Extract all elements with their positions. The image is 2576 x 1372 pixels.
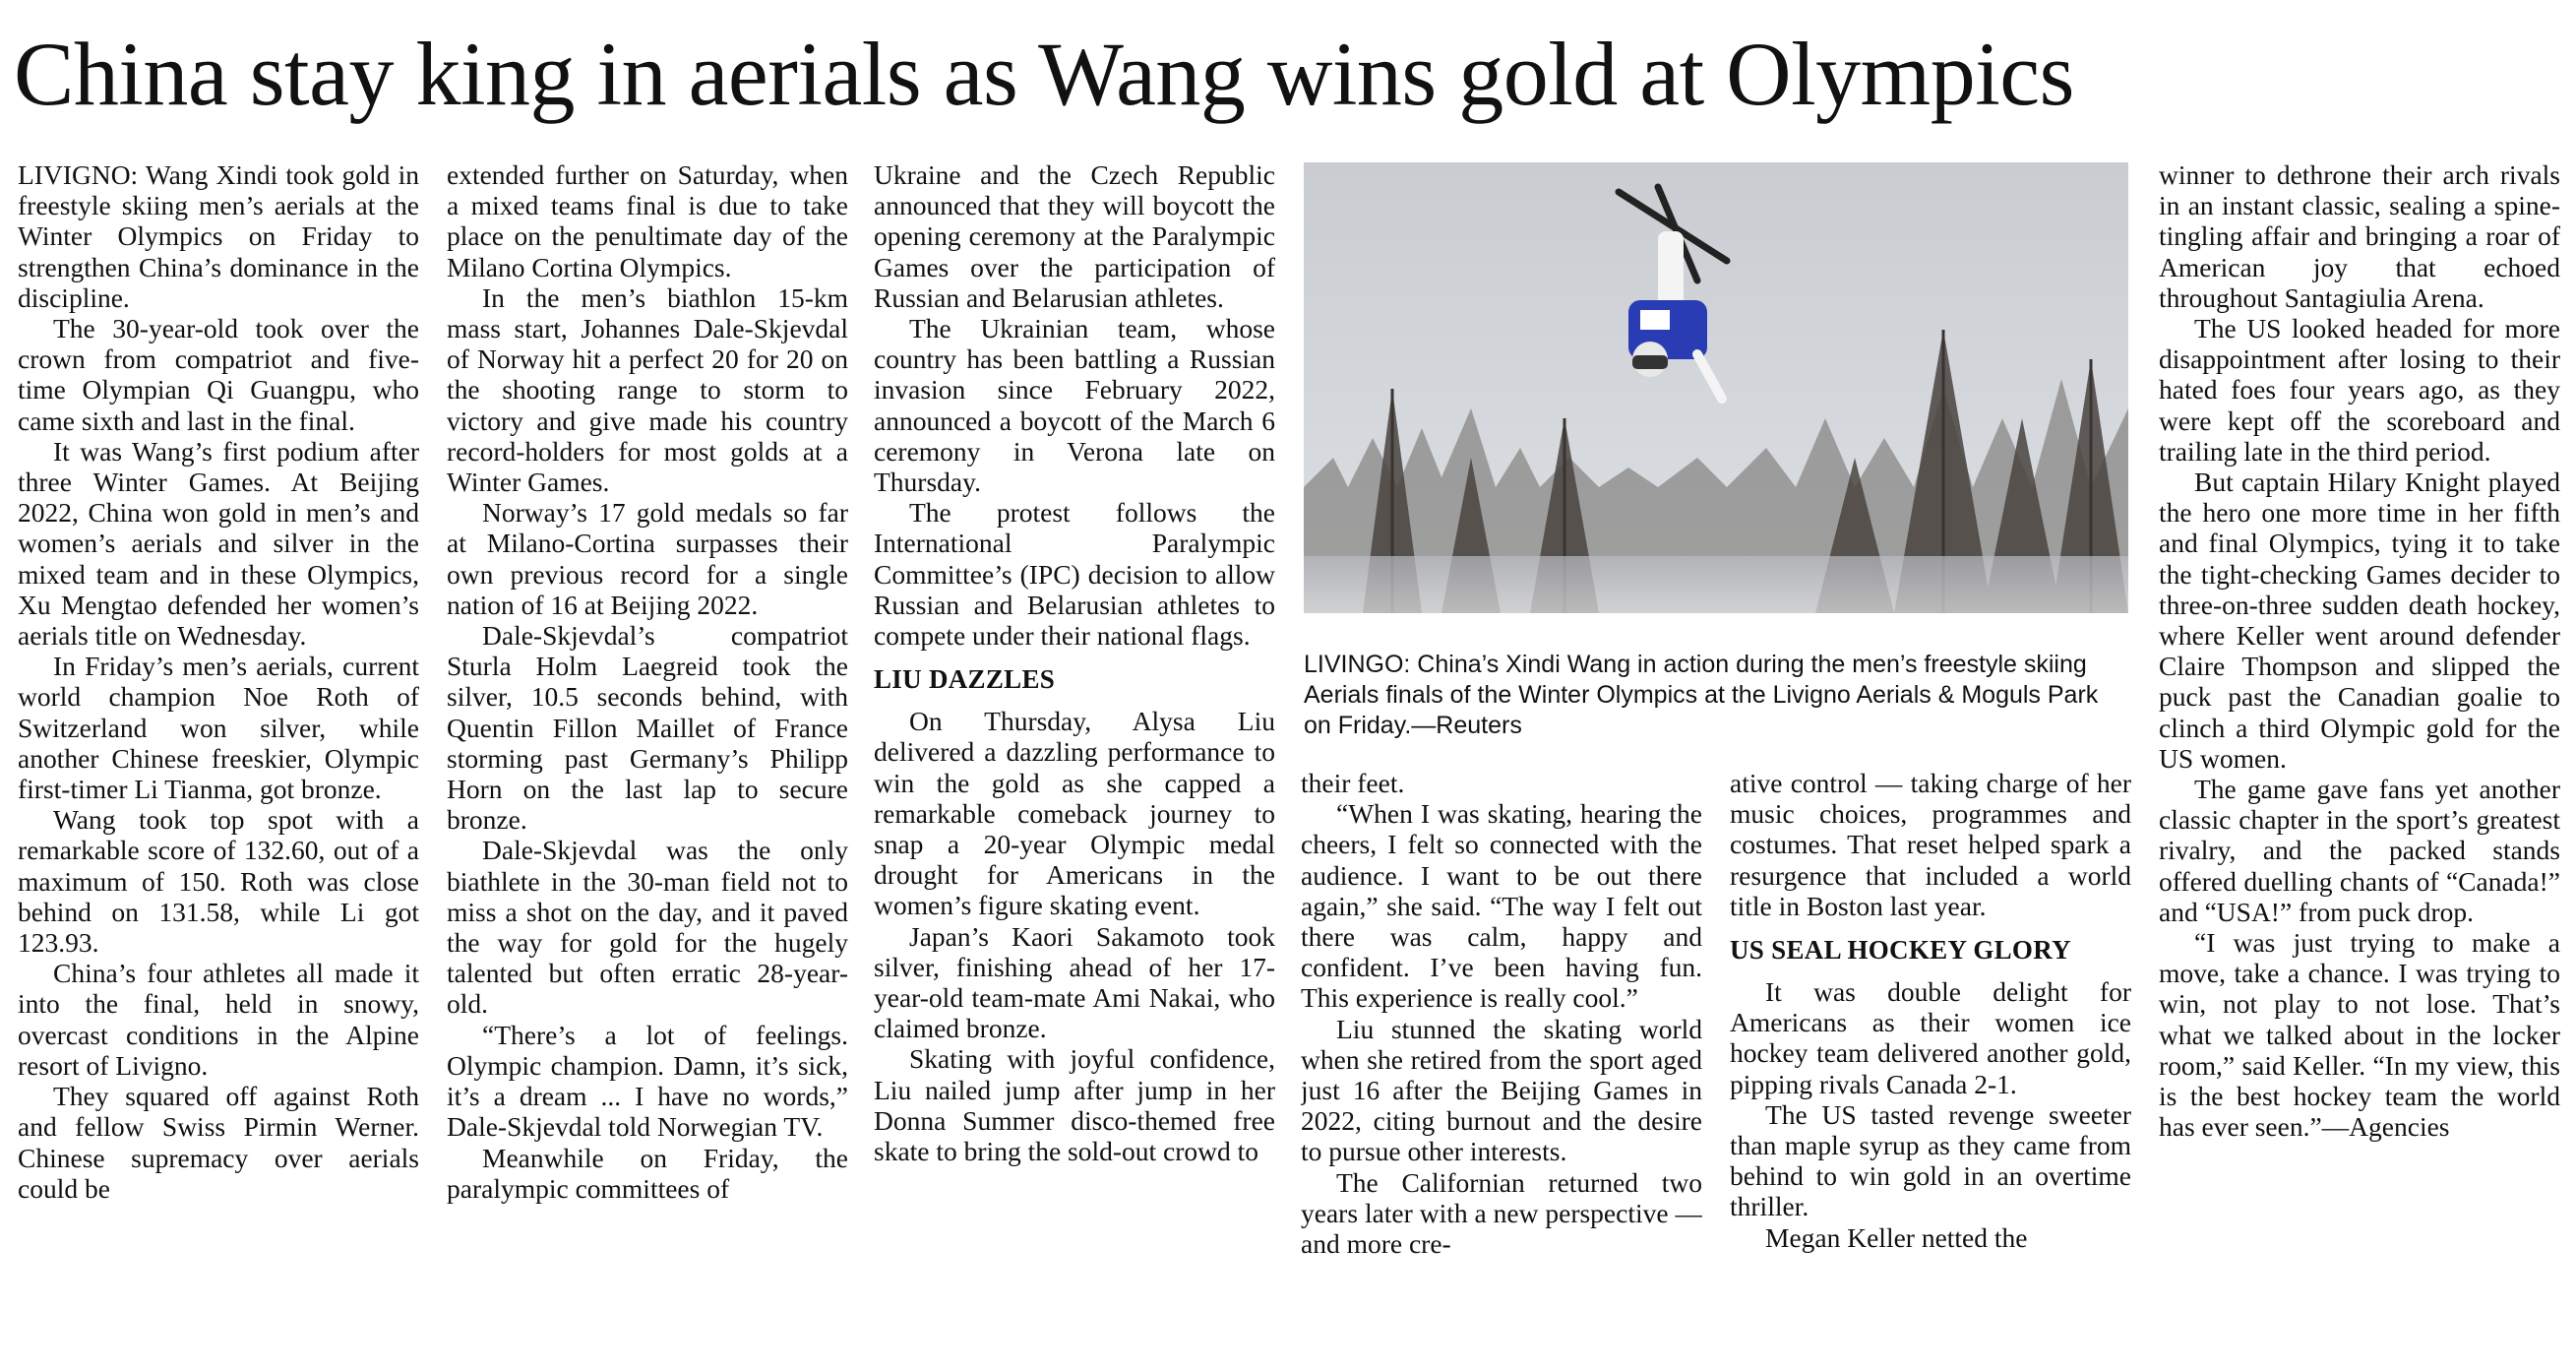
paragraph: The protest follows the International Paralympic Committee’s (IPC) decision to allow Russian and Belarusian athletes to compete under their national flags. (874, 497, 1275, 652)
paragraph: China’s four athletes all made it into the final, held in snowy, overcast conditions in the Alpine resort of Livigno. (18, 958, 419, 1081)
paragraph: Dale-Skjevdal was the only biathlete in the 30-man field not to miss a shot on the day, and it paved the way for gold for the hugely talented but often erratic 28-year-old. (447, 835, 848, 1020)
article-column-2 (447, 159, 848, 1362)
article-column-4 (1301, 768, 1702, 1362)
paragraph: ative control — taking charge of her music choices, programmes and costumes. That reset helped spark a resurgence that included a world title in Boston last year. (1730, 768, 2131, 921)
paragraph: The 30-year-old took over the crown from compatriot and five-time Olympian Qi Guangpu, who came sixth and last in the final. (18, 313, 419, 436)
paragraph: The game gave fans yet another classic chapter in the sport’s greatest rivalry, and the packed stands offered duelling chants of “Canada!” and “USA!” from puck drop. (2159, 774, 2560, 927)
paragraph: The Californian returned two years later with a new perspective — and more cre- (1301, 1166, 1702, 1260)
paragraph: Wang took top spot with a remarkable score of 132.60, out of a maximum of 150. Roth was close behind on 131.58, while Li got 123.93. (18, 804, 419, 959)
article-photo (1304, 162, 2128, 613)
subheading-liu-dazzles: LIU DAZZLES (874, 664, 1056, 695)
paragraph: Dale-Skjevdal’s compatriot Sturla Holm Laegreid took the silver, 10.5 seconds behind, with Quentin Fillon Maillet of France storming past Germany’s Philipp Horn on the last lap to secure bronze. (447, 620, 848, 836)
subheading-us-seal-hockey-glory: US SEAL HOCKEY GLORY (1730, 935, 2071, 966)
paragraph: extended further on Saturday, when a mixed teams final is due to take place on the penultimate day of the Milano Cortina Olympics. (447, 159, 848, 282)
paragraph: winner to dethrone their arch rivals in an instant classic, sealing a spine-tingling affair and bringing a roar of American joy that echoed throughout Santagiulia Arena. (2159, 159, 2560, 313)
paragraph: In the men’s biathlon 15-km mass start, Johannes Dale-Skjevdal of Norway hit a perfect 20 for 20 on the shooting range to storm to victory and give made his country record-holders for most golds at a Winter Games. (447, 281, 848, 498)
paragraph: In Friday’s men’s aerials, current world champion Noe Roth of Switzerland won silver, while another Chinese freeskier, Olympic first-timer Li Tianma, got bronze. (18, 651, 419, 805)
paragraph: The Ukrainian team, whose country has been battling a Russian invasion since February 2022, announced a boycott of the March 6 ceremony in Verona late on Thursday. (874, 313, 1275, 498)
paragraph: It was double delight for Americans as their women ice hockey team delivered another gold, pipping rivals Canada 2-1. (1730, 976, 2131, 1099)
paragraph: On Thursday, Alysa Liu delivered a dazzling performance to win the gold as she capped a remarkable comeback journey to snap a 20-year Olympic medal drought for Americans in the women’s figure skating event. (874, 706, 1275, 921)
paragraph: Meanwhile on Friday, the paralympic committees of (447, 1142, 848, 1204)
paragraph: Ukraine and the Czech Republic announced that they will boycott the opening ceremony at the Paralympic Games over the participation of Russian and Belarusian athletes. (874, 159, 1275, 313)
paragraph: The US looked headed for more disappointment after losing to their hated foes four years ago, as they were kept off the scoreboard and trailing late in the third period. (2159, 313, 2560, 467)
paragraph: It was Wang’s first podium after three Winter Games. At Beijing 2022, China won gold in men’s and women’s aerials and silver in the mixed team and in these Olympics, Xu Mengtao defended her women’s aerials title on Wednesday. (18, 435, 419, 652)
paragraph: their feet. (1301, 768, 1405, 798)
aerial-skier-photo (1304, 162, 2128, 613)
paragraph: Liu stunned the skating world when she retired from the sport aged just 16 after the Beijing Games in 2022, citing burnout and the desire to pursue other interests. (1301, 1013, 1702, 1167)
article-column-6 (2159, 159, 2560, 1362)
paragraph: “I was just trying to make a move, take a chance. I was trying to win, not play to not lose. That’s what we talked about in the locker room,” said Keller. “In my view, this is the best hockey team the world has ever seen.”—Agencies (2159, 927, 2560, 1143)
paragraph: Megan Keller netted the (1765, 1221, 2028, 1253)
paragraph: “When I was skating, hearing the cheers, I felt so connected with the audience. I want to be out there again,” she said. “The way I felt out there was calm, happy and confident. I’ve been having fun. This experience is really cool.” (1301, 798, 1702, 1014)
paragraph: Skating with joyful confidence, Liu nailed jump after jump in her Donna Summer disco-themed free skate to bring the sold-out crowd to (874, 1043, 1275, 1167)
paragraph: LIVIGNO: Wang Xindi took gold in freestyle skiing men’s aerials at the Winter Olympics on Friday to strengthen China’s dominance in the discipline. (18, 159, 419, 313)
paragraph: Norway’s 17 gold medals so far at Milano-Cortina surpasses their own previous record for a single nation of 16 at Beijing 2022. (447, 497, 848, 620)
photo-caption: LIVINGO: China’s Xindi Wang in action during the men’s freestyle skiing Aerials finals of the Winter Olympics at the Livigno Aerials & Moguls Park on Friday.—Reuters (1304, 651, 2099, 739)
article-column-3 (874, 159, 1275, 1362)
paragraph: They squared off against Roth and fellow Swiss Pirmin Werner. Chinese supremacy over aerials could be (18, 1081, 419, 1204)
paragraph: Japan’s Kaori Sakamoto took silver, finishing ahead of her 17-year-old team-mate Ami Nakai, who claimed bronze. (874, 920, 1275, 1044)
paragraph: But captain Hilary Knight played the hero one more time in her fifth and final Olympics, tying it to take the tight-checking Games decider to three-on-three sudden death hockey, where Keller went around defender Claire Thompson and slipped the puck past the Canadian goalie to clinch a third Olympic gold for the US women. (2159, 467, 2560, 774)
article-column-1 (18, 159, 419, 1362)
article-column-5 (1730, 768, 2131, 1362)
paragraph: The US tasted revenge sweeter than maple syrup as they came from behind to win gold in an overtime thriller. (1730, 1098, 2131, 1222)
headline: China stay king in aerials as Wang wins gold at Olympics (14, 24, 2074, 124)
paragraph: “There’s a lot of feelings. Olympic champion. Damn, it’s sick, it’s a dream ... I have no words,” Dale-Skjevdal told Norwegian TV. (447, 1019, 848, 1143)
